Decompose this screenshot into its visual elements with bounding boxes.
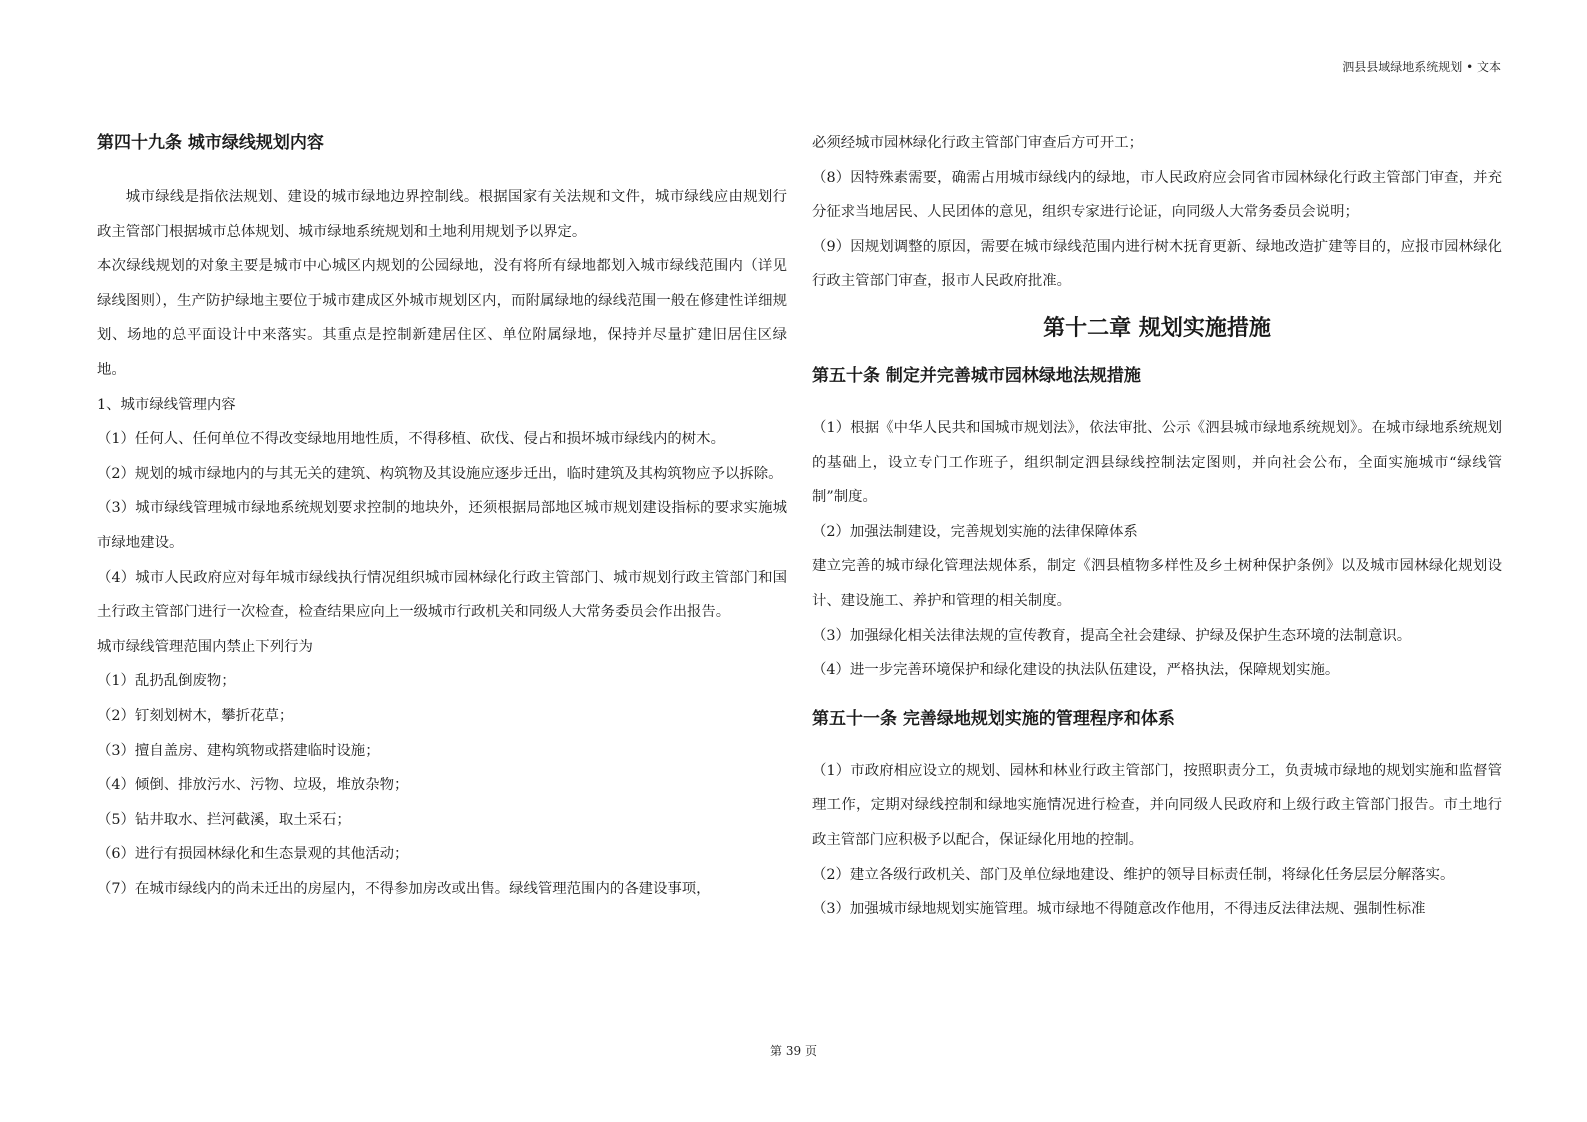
- paragraph: 城市绿线是指依法规划、建设的城市绿地边界控制线。根据国家有关法规和文件，城市绿线应由规划行政主管部门根据城市总体规划、城市绿地系统规划和土地利用规划予以界定。: [97, 189, 787, 240]
- list-item: （2）钉刻划树木，攀折花草；: [97, 707, 294, 724]
- list-item: （3）城市绿线管理城市绿地系统规划要求控制的地块外，还须根据局部地区城市规划建设指标的要求实施城市绿地建设。: [97, 500, 787, 551]
- list-item: （1）根据《中华人民共和国城市规划法》，依法审批、公示《泗县城市绿地系统规划》。在城市绿地系统规划的基础上，设立专门工作班子，组织制定泗县绿线控制法定图则，并向社会公布，全面实施城市“绿线管制”制度。: [812, 419, 1502, 506]
- paragraph: 1、城市绿线管理内容: [97, 396, 236, 413]
- page-number: 第 39 页: [770, 1044, 817, 1058]
- list-item: （1）任何人、任何单位不得改变绿地用地性质，不得移植、砍伐、侵占和损坏城市绿线内的树木。: [97, 431, 725, 448]
- paragraph: 城市绿线管理范围内禁止下列行为: [97, 638, 313, 655]
- list-item: （4）倾倒、排放污水、污物、垃圾，堆放杂物；: [97, 777, 409, 794]
- list-item: （1）乱扔乱倒废物；: [97, 673, 236, 690]
- list-item: （3）擅自盖房、建构筑物或搭建临时设施；: [97, 742, 380, 759]
- list-item: （4）进一步完善环境保护和绿化建设的执法队伍建设，严格执法，保障规划实施。: [812, 662, 1340, 679]
- right-column: [812, 126, 1502, 927]
- list-item: （3）加强城市绿地规划实施管理。城市绿地不得随意改作他用，不得违反法律法规、强制性标准: [812, 901, 1426, 918]
- list-item: （5）钻井取水、拦河截溪，取土采石；: [97, 811, 351, 828]
- list-item: （2）加强法制建设，完善规划实施的法律保障体系: [812, 523, 1138, 540]
- paragraph: 必须经城市园林绿化行政主管部门审查后方可开工；: [812, 135, 1143, 151]
- article-49-heading: 第四十九条 城市绿线规划内容: [97, 133, 324, 153]
- list-item: （4）城市人民政府应对每年城市绿线执行情况组织城市园林绿化行政主管部门、城市规划行政主管部门和国土行政主管部门进行一次检查，检查结果应向上一级城市行政机关和同级人大常务委员会作出报告。: [97, 569, 787, 621]
- paragraph: 本次绿线规划的对象主要是城市中心城区内规划的公园绿地，没有将所有绿地都划入城市绿线范围内（详见绿线图则），生产防护绿地主要位于城市建成区外城市规划区内，而附属绿地的绿线范围一般在修建性详细规划、场地的总平面设计中来落实。其重点是控制新建居住区、单位附属绿地，保持并尽量扩建旧居住区绿地。: [97, 258, 787, 378]
- list-item: （3）加强绿化相关法律法规的宣传教育，提高全社会建绿、护绿及保护生态环境的法制意识。: [812, 627, 1412, 644]
- list-item: （2）建立各级行政机关、部门及单位绿地建设、维护的领导目标责任制，将绿化任务层层分解落实。: [812, 866, 1455, 883]
- list-item: （1）市政府相应设立的规划、园林和林业行政主管部门，按照职责分工，负责城市绿地的规划实施和监督管理工作，定期对绿线控制和绿地实施情况进行检查，并向同级人民政府和上级行政主管部门报告。市土地行政主管部门应积极予以配合，保证绿化用地的控制。: [812, 762, 1502, 848]
- running-header: 泗县县域绿地系统规划 • 文本: [1342, 60, 1501, 74]
- left-column: [97, 126, 787, 906]
- list-item: （8）因特殊素需要，确需占用城市绿线内的绿地，市人民政府应会同省市园林绿化行政主管部门审查，并充分征求当地居民、人民团体的意见，组织专家进行论证，向同级人大常务委员会说明；: [812, 169, 1502, 221]
- list-item: （7）在城市绿线内的尚未迁出的房屋内，不得参加房改或出售。绿线管理范围内的各建设事项，: [97, 880, 711, 897]
- article-51-heading: 第五十一条 完善绿地规划实施的管理程序和体系: [812, 708, 1175, 729]
- article-50-heading: 第五十条 制定并完善城市园林绿地法规措施: [812, 365, 1141, 386]
- chapter-12-heading: 第十二章 规划实施措施: [1043, 315, 1271, 341]
- list-item: （2）规划的城市绿地内的与其无关的建筑、构筑物及其设施应逐步迁出，临时建筑及其构筑物应予以拆除。: [97, 465, 783, 482]
- list-item: （6）进行有损园林绿化和生态景观的其他活动；: [97, 846, 409, 863]
- paragraph: 建立完善的城市绿化管理法规体系，制定《泗县植物多样性及乡土树种保护条例》以及城市园林绿化规划设计、建设施工、养护和管理的相关制度。: [812, 558, 1502, 609]
- list-item: （9）因规划调整的原因，需要在城市绿线范围内进行树木抚育更新、绿地改造扩建等目的，应报市园林绿化行政主管部门审查，报市人民政府批准。: [812, 238, 1502, 290]
